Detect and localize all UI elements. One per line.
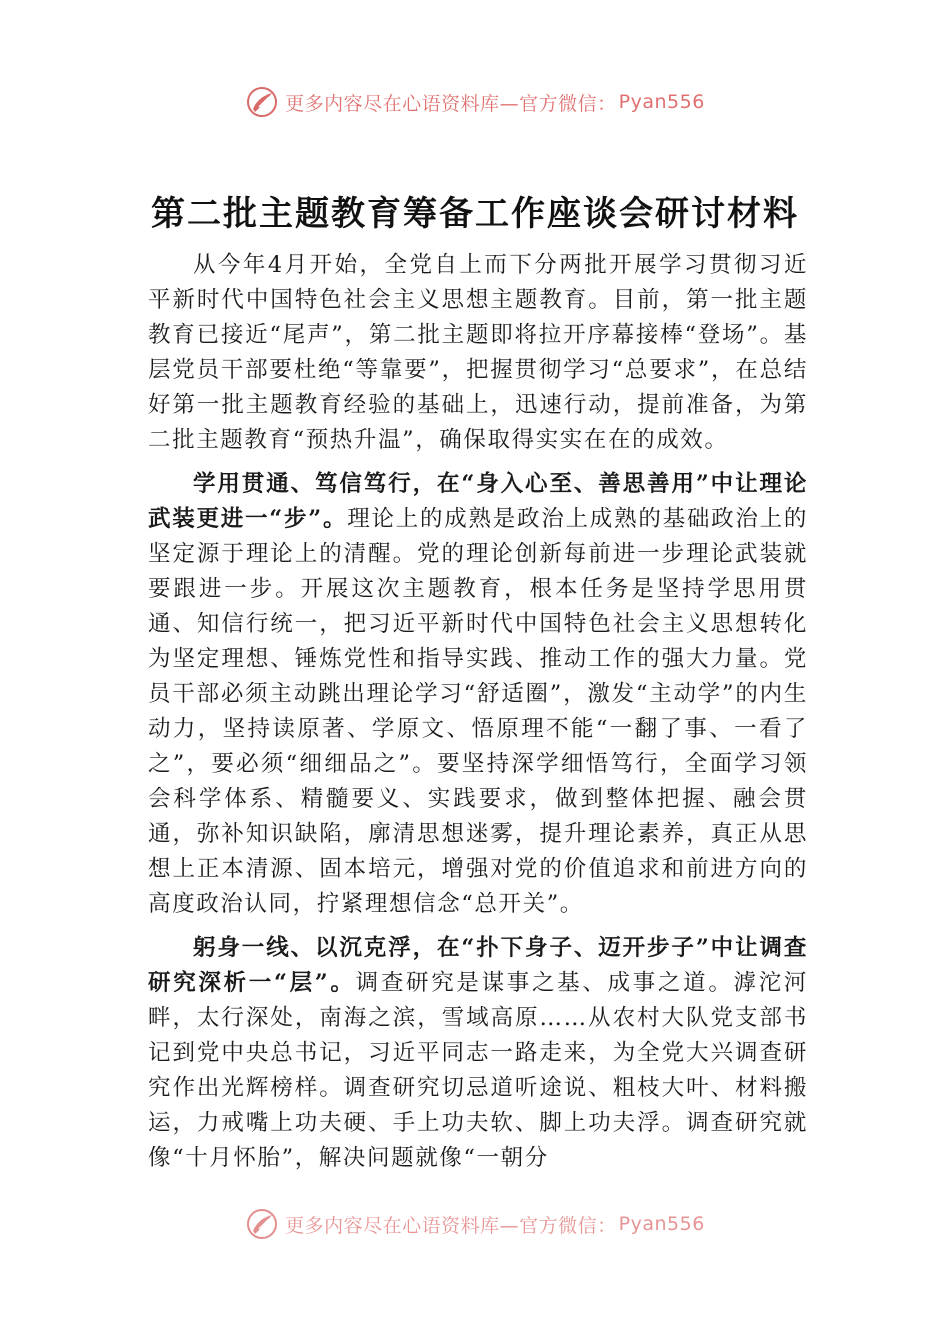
document-title: 第二批主题教育筹备工作座谈会研讨材料 xyxy=(151,194,799,234)
paragraph-text: 从今年4月开始，全党自上而下分两批开展学习贯彻习近平新时代中国特色社会主义思想主题教育。目前，第一批主题教育已接近“尾声”，第二批主题即将拉开序幕接棒“登场”。基层党员干部要杜绝“等靠要”，把握贯彻学习“总要求”，在总结好第一批主题教育经验的基础上，迅速行动，提前准备，为第二批主题教育“预热升温”，确保取得实实在在的成效。 xyxy=(148,252,808,453)
brand-logo-icon xyxy=(245,1207,279,1241)
paragraph-text: 调查研究是谋事之基、成事之道。滹沱河畔，太行深处，南海之滨，雪域高原……从农村大队党支部书记到党中央总书记，习近平同志一路走来，为全党大兴调查研究作出光辉榜样。调查研究切忌道听途说、粗枝大叶、材料搬运，力戒嘴上功夫硬、手上功夫软、脚上功夫浮。调查研究就像“十月怀胎”，解决问题就像“一朝分 xyxy=(148,970,808,1171)
watermark-brand-text: 更多内容尽在心语资料库—官方微信： xyxy=(285,92,617,115)
paragraph-lead: 学用贯通、笃信笃行，在“身入心至、善思善用”中让理论武装更进一“步”。 xyxy=(148,471,808,532)
paragraph-lead: 躬身一线、以沉克浮，在“扑下身子、迈开步子”中让调查研究深析一“层”。 xyxy=(148,935,808,996)
paragraph-intro xyxy=(148,248,808,458)
paragraph-theory xyxy=(148,467,808,922)
watermark-header xyxy=(0,82,950,122)
paragraph-text: 理论上的成熟是政治上成熟的基础政治上的坚定源于理论上的清醒。党的理论创新每前进一步理论武装就要跟进一步。开展这次主题教育，根本任务是坚持学思用贯通、知信行统一，把习近平新时代中国特色社会主义思想转化为坚定理想、锤炼党性和指导实践、推动工作的强大力量。党员干部必须主动跳出理论学习“舒适圈”，激发“主动学”的内生动力，坚持读原著、学原文、悟原理不能“一翻了事、一看了之”，要必须“细细品之”。要坚持深学细悟笃行，全面学习领会科学体系、精髓要义、实践要求，做到整体把握、融会贯通，弥补知识缺陷，廓清思想迷雾，提升理论素养，真正从思想上正本清源、固本培元，增强对党的价值追求和前进方向的高度政治认同，拧紧理想信念“总开关”。 xyxy=(148,506,808,917)
watermark-brand-text: 更多内容尽在心语资料库—官方微信： xyxy=(285,1214,617,1237)
watermark-wechat-id: Pyan556 xyxy=(618,91,705,113)
brand-logo-icon xyxy=(245,85,279,119)
document-body xyxy=(148,248,808,1176)
watermark-wechat-id: Pyan556 xyxy=(618,1213,705,1235)
watermark-footer xyxy=(0,1204,950,1244)
paragraph-research xyxy=(148,931,808,1176)
